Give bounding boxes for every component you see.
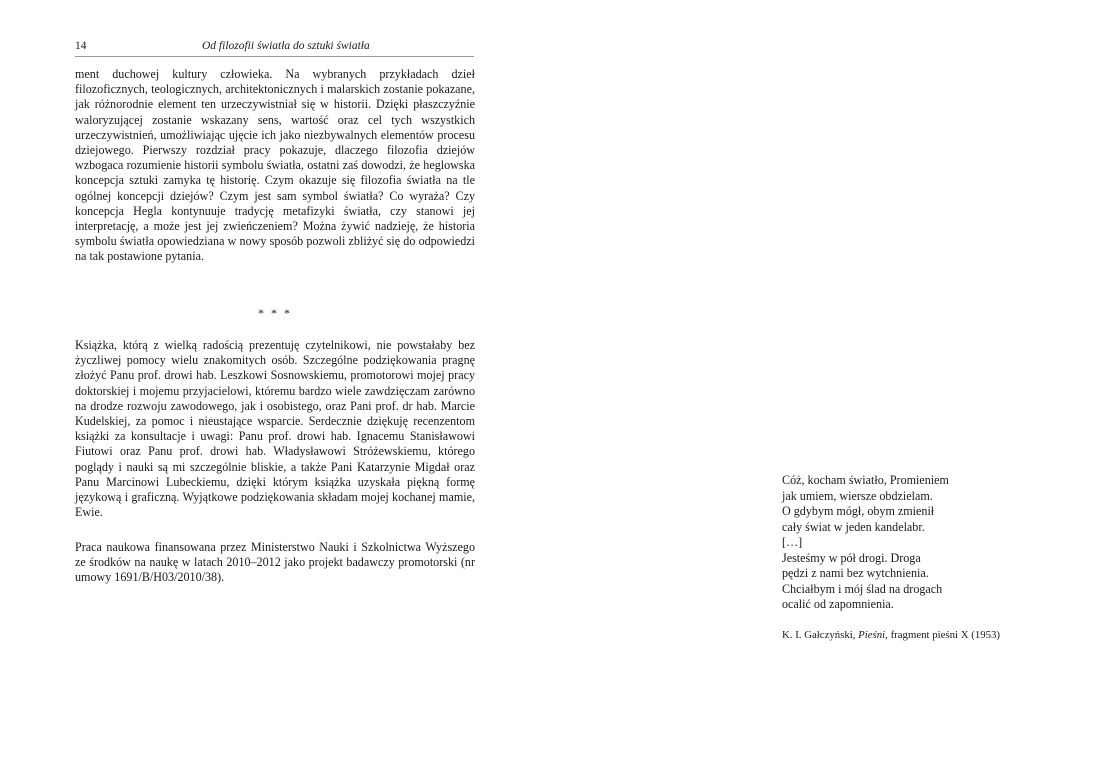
attribution-author: K. I. Gałczyński,: [782, 629, 859, 641]
body-paragraph-intro: ment duchowej kultury człowieka. Na wybranych przykładach dzieł filozoficznych, teologicznych, architektonicznych i malarskich zostanie pokazane, jak różnorodnie element ten urzeczywistniał się w historii. Dzięki płaszczyźnie waloryzującej zostanie wskazany sens, wartość oraz cel tych wszystkich urzeczywistnień, umożliwiając ujęcie ich jako niezbywalnych elementów procesu dziejowego. Pierwszy rozdział pracy pokazuje, dlaczego filozofia dziejów wzbogaca rozumienie historii symbolu światła, ostatni zaś dowodzi, że heglowska koncepcja sztuki zamyka tę historię. Czym okazuje się filozofia światła na tle ogólnej koncepcji dziejów? Czym jest sam symbol światła? Co wyraża? Czy koncepcja Hegla kontynuuje tradycję metafizyki światła, czy stanowi jej interpretację, a może jest jej zwieńczeniem? Można żywić nadzieję, że historia symbolu światła opowiedziana w nowy sposób pozwoli zbliżyć się do odpowiedzi na tak postawione pytania.: [75, 67, 475, 264]
epigraph-poem: [782, 473, 1042, 613]
running-title: Od filozofii światła do sztuki światła: [202, 40, 370, 52]
section-separator: * * *: [258, 306, 292, 320]
poem-line: O gdybym mógł, obym zmienił: [782, 504, 935, 518]
body-paragraph-acknowledgements: Książka, którą z wielką radością prezentuję czytelnikowi, nie powstałaby bez życzliwej pomocy wielu znakomitych osób. Szczególne podziękowania pragnę złożyć Panu prof. drowi hab. Leszkowi Sosnowskiemu, promotorowi mojej pracy doktorskiej i mojemu przyjacielowi, któremu bardzo wiele zawdzięczam zarówno na drodze rozwoju zawodowego, jak i osobistego, oraz Pani prof. dr hab. Marcie Kudelskiej, za pomoc i nieustające wsparcie. Serdecznie dziękuję recenzentom książki za konsultacje i uwagi: Panu prof. drowi hab. Ignacemu Stanisławowi Fiutowi oraz Panu prof. drowi hab. Władysławowi Stróżewskiemu, którego poglądy i nauki są mi szczególnie bliskie, a także Pani Katarzynie Migdał oraz Panu Marcinowi Lubeckiemu, dzięki którym książka uzyskała piękną formę językową i graficzną. Wyjątkowe podziękowania składam mojej kochanej mamie, Ewie.: [75, 338, 475, 520]
poem-line: […]: [782, 535, 803, 549]
poem-line: Cóż, kocham światło, Promieniem: [782, 473, 949, 487]
body-paragraph-funding: Praca naukowa finansowana przez Ministerstwo Nauki i Szkolnictwa Wyższego ze środków na naukę w latach 2010–2012 jako projekt badawczy promotorski (nr umowy 1691/B/H03/2010/38).: [75, 540, 475, 585]
poem-line: cały świat w jeden kandelabr.: [782, 519, 925, 534]
poem-line: jak umiem, wiersze obdzielam.: [782, 488, 933, 503]
running-head: [75, 40, 474, 57]
page-number: 14: [75, 40, 87, 52]
poem-line: Jesteśmy w pół drogi. Droga: [782, 550, 921, 565]
attribution-detail: , fragment pieśni X (1953): [885, 629, 1001, 641]
poem-line: Chciałbym i mój ślad na drogach: [782, 581, 943, 596]
epigraph-attribution: [782, 629, 1082, 641]
right-page: [550, 0, 1100, 783]
poem-line: pędzi z nami bez wytchnienia.: [782, 566, 929, 580]
attribution-work-title: Pieśni: [858, 629, 886, 641]
poem-line: ocalić od zapomnienia.: [782, 597, 894, 611]
